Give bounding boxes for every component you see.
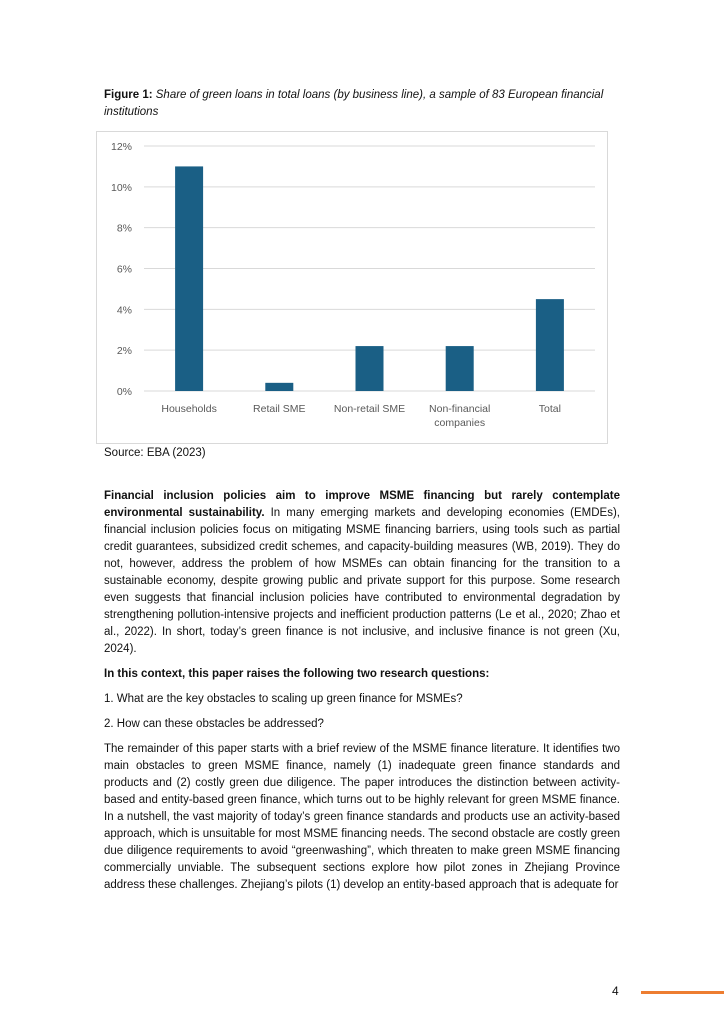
- figure-label: Figure 1:: [104, 89, 153, 101]
- paragraph-3: The remainder of this paper starts with a brief review of the MSME finance literature. It identifies two main obstacles to green MSME finance, namely (1) inadequate green finance standards and products and (2) costly green due diligence. The paper introduces the distinction between activity-based and entity-based green finance, which turns out to be highly relevant for green MSME finance. In a nutshell, the vast majority of today’s green finance standards and products use an activity-based approach, which is unsuitable for most MSME financing needs. The second obstacle are costly green due diligence requirements to avoid “greenwashing”, which threaten to make green MSME financing commercially unviable. The subsequent sections explore how pilot zones in Zhejiang Province address these challenges. Zhejiang’s pilots (1) develop an entity-based approach that is adequate for: [104, 743, 620, 891]
- x-tick-label: Households: [161, 403, 217, 415]
- y-tick-label: 12%: [110, 141, 132, 153]
- bar-non-retail-sme: [356, 346, 384, 391]
- bar-chart: [97, 132, 609, 445]
- figure-source: Source: EBA (2023): [104, 447, 206, 459]
- x-tick-label: Total: [538, 403, 561, 415]
- y-tick-label: 4%: [116, 304, 132, 317]
- bar-households: [175, 166, 203, 391]
- bar-retail-sme: [265, 383, 293, 391]
- figure-title: Share of green loans in total loans (by business line), a sample of 83 European financial institutions: [104, 89, 604, 118]
- y-tick-label: 2%: [116, 345, 132, 358]
- y-tick-label: 0%: [116, 386, 132, 398]
- page-number: 4: [612, 984, 619, 998]
- body-text: [104, 488, 620, 902]
- footer-accent-line: [641, 991, 724, 994]
- bar-non-financial-companies: [446, 346, 474, 391]
- x-tick-label: Non-financial companies: [429, 403, 491, 429]
- bar-total: [536, 299, 564, 391]
- research-question-1: 1. What are the key obstacles to scaling up green finance for MSMEs?: [104, 693, 463, 705]
- chart-frame: [96, 131, 608, 444]
- paragraph-1-rest: In many emerging markets and developing economies (EMDEs), financial inclusion policies focus on mitigating MSME financing barriers, using tools such as partial credit guarantees, subsidized credit schemes, and capacity-building measures (WB, 2019). They do not, however, address the problem of how MSMEs can obtain financing for the transition to a sustainable economy, despite growing public and private support for this purpose. Some research even suggests that financial inclusion policies have contributed to environmental degradation by strengthening pollution-intensive projects and inefficient production patterns (Le et al., 2020; Zhao et al., 2022). In short, today’s green finance is not inclusive, and inclusive finance is not green (Xu, 2024).: [104, 507, 620, 655]
- x-tick-label: Retail SME: [253, 403, 306, 415]
- research-question-2: 2. How can these obstacles be addressed?: [104, 718, 324, 730]
- x-tick-label: Non-retail SME: [333, 403, 406, 415]
- paragraph-2: In this context, this paper raises the following two research questions:: [104, 668, 490, 680]
- figure-caption: [104, 87, 624, 121]
- y-tick-label: 10%: [110, 181, 132, 194]
- paragraph-1: [104, 488, 620, 658]
- y-tick-label: 6%: [116, 263, 132, 276]
- y-tick-label: 8%: [116, 222, 132, 235]
- paragraph-1-lead: Financial inclusion policies aim to improve MSME financing but rarely contemplate environmental sustainability.: [104, 490, 620, 519]
